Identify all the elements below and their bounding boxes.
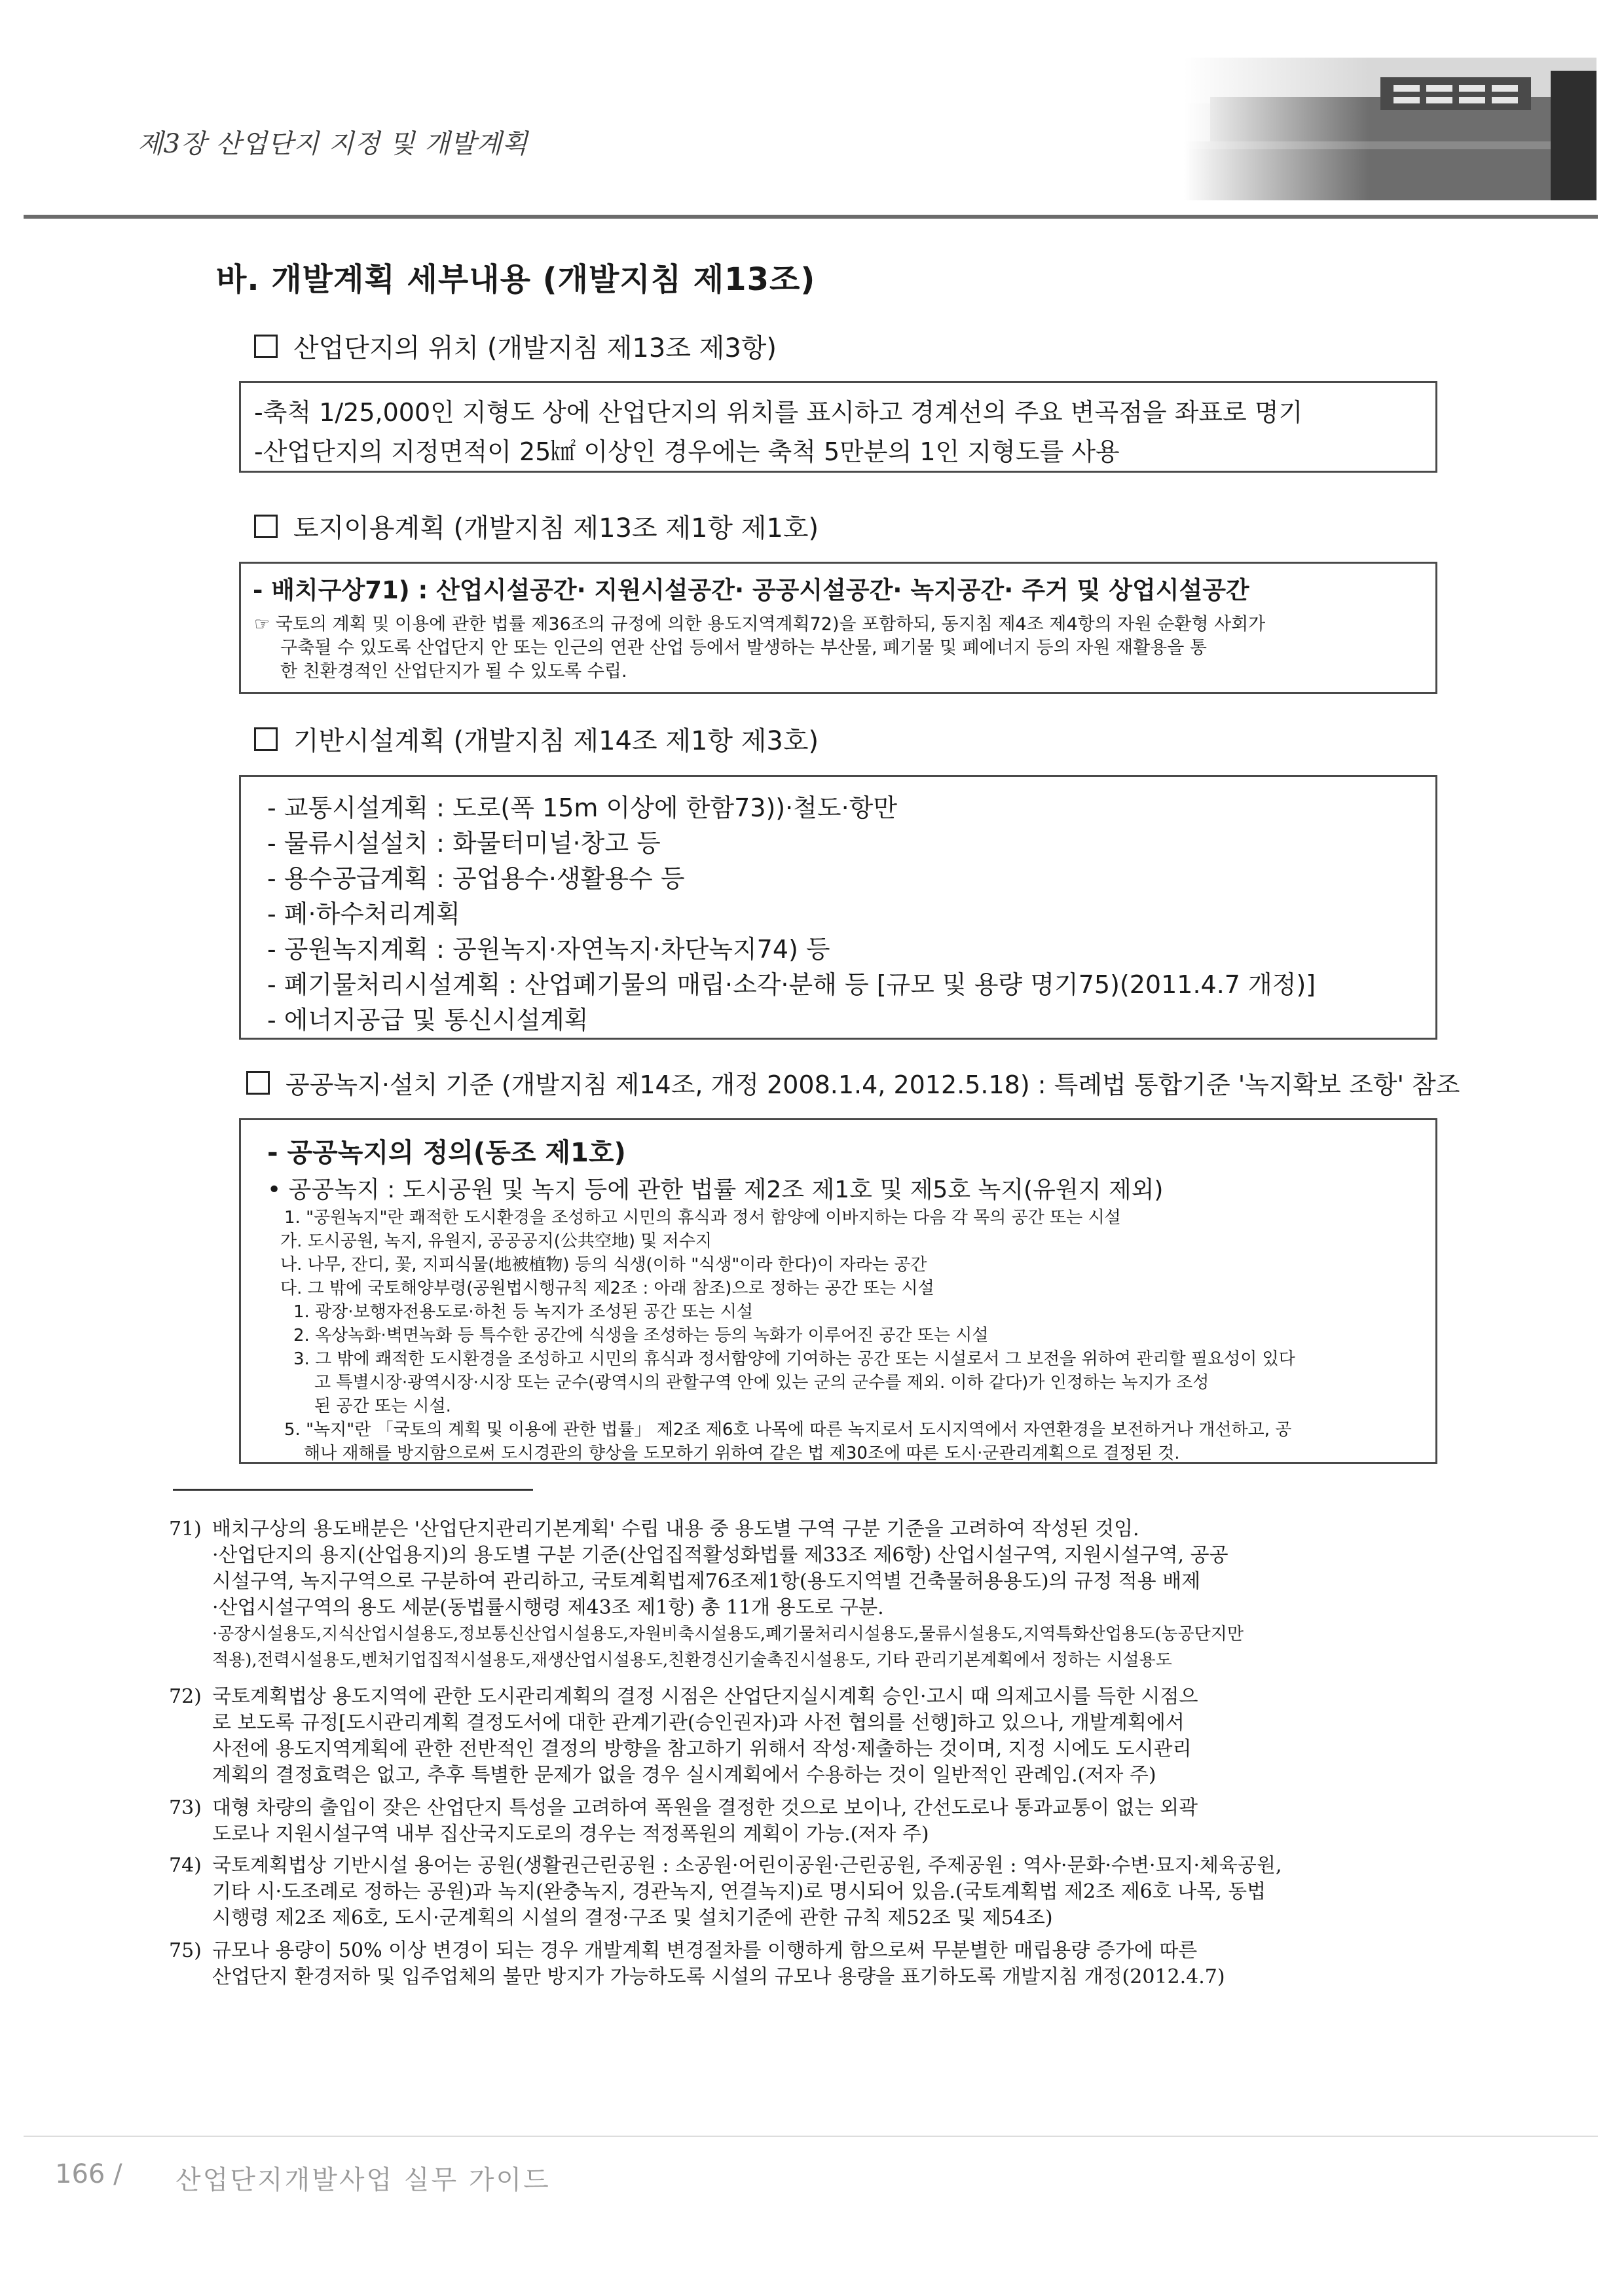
header-photo	[1184, 58, 1596, 200]
location-line: -산업단지의 지정면적이 25㎢ 이상인 경우에는 축척 5만분의 1인 지형도를 사용	[254, 437, 1120, 466]
footnote-line: 국토계획법상 기반시설 용어는 공원(생활권근린공원 : 소공원·어린이공원·근린공원, 주제공원 : 역사·문화·수변·묘지·체육공원,	[212, 1854, 1282, 1877]
subheading-location	[254, 327, 777, 365]
law-quote-line: 1. "공원녹지"란 쾌적한 도시환경을 조성하고 시민의 휴식과 정서 함양에 이바지하는 다음 각 목의 공간 또는 시설	[284, 1208, 1121, 1228]
infrastructure-box	[239, 775, 1437, 1040]
footnote-line: ·산업단지의 용지(산업용지)의 용도별 구분 기준(산업집적활성화법률 제33조 제6항) 산업시설구역, 지원시설구역, 공공	[212, 1544, 1228, 1567]
infrastructure-line: - 용수공급계획 : 공업용수·생활용수 등	[267, 864, 685, 893]
law-quote-line: 1. 광장·보행자전용도로·하천 등 녹지가 조성된 공간 또는 시설	[293, 1302, 753, 1322]
infrastructure-line: - 물류시설설치 : 화물터미널·창고 등	[267, 829, 661, 858]
footnote-line: 계획의 결정효력은 없고, 추후 특별한 문제가 없을 경우 실시계획에서 수용하는 것이 일반적인 관례임.(저자 주)	[212, 1764, 1156, 1787]
footnote-line: 시행령 제2조 제6호, 도시·군계획의 시설의 결정·구조 및 설치기준에 관한 규칙 제52조 및 제54조)	[212, 1906, 1053, 1929]
infrastructure-line: - 폐·하수처리계획	[267, 900, 460, 928]
footnote-line: 규모나 용량이 50% 이상 변경이 되는 경우 개발계획 변경절차를 이행하게 함으로써 무분별한 매립용량 증가에 따른	[212, 1939, 1198, 1962]
footnote-number: 71)	[169, 1518, 202, 1540]
law-quote-line: 가. 도시공원, 녹지, 유원지, 공공공지(公共空地) 및 저수지	[280, 1231, 712, 1251]
law-quote-line: 2. 옥상녹화·벽면녹화 등 특수한 공간에 식생을 조성하는 등의 녹화가 이루어진 공간 또는 시설	[293, 1326, 989, 1345]
law-quote-line: 5. "녹지"란 「국토의 계획 및 이용에 관한 법률」 제2조 제6호 나목에 따른 녹지로서 도시지역에서 자연환경을 보전하거나 개선하고, 공	[284, 1420, 1292, 1440]
checkbox-icon	[254, 515, 278, 538]
checkbox-icon	[254, 335, 278, 358]
footnote-number: 73)	[169, 1796, 202, 1819]
law-quote-line: 3. 그 밖에 쾌적한 도시환경을 조성하고 시민의 휴식과 정서함양에 기여하는 공간 또는 시설로서 그 보전을 위하여 관리할 필요성이 있다	[293, 1349, 1295, 1369]
header-rule	[24, 215, 1598, 219]
subheading-landuse	[254, 507, 819, 545]
infrastructure-line: - 에너지공급 및 통신시설계획	[267, 1006, 589, 1034]
footer-rule	[24, 2136, 1598, 2137]
law-quote-line: 된 공간 또는 시설.	[314, 1396, 451, 1416]
footnote-line: 기타 시·도조례로 정하는 공원)과 녹지(완충녹지, 경관녹지, 연결녹지)로 명시되어 있음.(국토계획법 제2조 제6호 나목, 동법	[212, 1880, 1266, 1903]
public-green-definition: - 공공녹지의 정의(동조 제1호)	[267, 1138, 626, 1168]
section-heading: 바. 개발계획 세부내용 (개발지침 제13조)	[216, 261, 816, 298]
page-number: 166 /	[55, 2159, 122, 2189]
infrastructure-line: - 공원녹지계획 : 공원녹지·자연녹지·차단녹지74) 등	[267, 935, 830, 964]
law-quote-line: 나. 나무, 잔디, 꽃, 지피식물(地被植物) 등의 식생(이하 "식생"이라 한다)이 자라는 공간	[280, 1255, 927, 1275]
footnote-number: 74)	[169, 1854, 202, 1877]
footnote-number: 75)	[169, 1939, 202, 1962]
footnote-line: 시설구역, 녹지구역으로 구분하여 관리하고, 국토계획법제76조제1항(용도지역별 건축물허용용도)의 규정 적용 배제	[212, 1570, 1201, 1593]
infrastructure-line: - 교통시설계획 : 도로(폭 15m 이상에 한함73))·철도·항만	[267, 793, 898, 822]
footnote-number: 72)	[169, 1685, 202, 1708]
public-green-main: • 공공녹지 : 도시공원 및 녹지 등에 관한 법률 제2조 제1호 및 제5호 녹지(유원지 제외)	[267, 1176, 1164, 1203]
footnote-line: ·공장시설용도,지식산업시설용도,정보통신산업시설용도,자원비축시설용도,폐기물처리시설용도,물류시설용도,지역특화산업용도(농공단지만	[212, 1624, 1244, 1644]
footnote-line: 적용),전력시설용도,벤처기업집적시설용도,재생산업시설용도,친환경신기술촉진시설용도, 기타 관리기본계획에서 정하는 시설용도	[212, 1650, 1172, 1670]
law-quote-line: 고 특별시장·광역시장·시장 또는 군수(광역시의 관할구역 안에 있는 군의 군수를 제외. 이하 같다)가 인정하는 녹지가 조성	[314, 1373, 1209, 1393]
chapter-title: 제3장 산업단지 지정 및 개발계획	[138, 129, 528, 159]
subheading-infrastructure	[254, 720, 819, 757]
subheading-infrastructure-text: 기반시설계획 (개발지침 제14조 제1항 제3호)	[293, 726, 819, 756]
landuse-note-line: 구축될 수 있도록 산업단지 안 또는 인근의 연관 산업 등에서 발생하는 부산물, 폐기물 및 폐에너지 등의 자원 재활용을 통	[280, 638, 1208, 658]
law-quote-line: 다. 그 밖에 국토해양부령(공원법시행규칙 제2조 : 아래 참조)으로 정하는 공간 또는 시설	[280, 1279, 934, 1298]
infrastructure-line: - 폐기물처리시설계획 : 산업폐기물의 매립·소각·분해 등 [규모 및 용량 명기75)(2011.4.7 개정)]	[267, 970, 1316, 999]
footnote-line: 대형 차량의 출입이 잦은 산업단지 특성을 고려하여 폭원을 결정한 것으로 보이나, 간선도로나 통과교통이 없는 외곽	[212, 1796, 1198, 1819]
footnote-line: 로 보도록 규정[도시관리계획 결정도서에 대한 관계기관(승인권자)과 사전 협의를 선행]하고 있으나, 개발계획에서	[212, 1711, 1185, 1734]
landuse-box	[239, 562, 1437, 694]
footnote-line: 사전에 용도지역계획에 관한 전반적인 결정의 방향을 참고하기 위해서 작성·제출하는 것이며, 지정 시에도 도시관리	[212, 1738, 1192, 1760]
footnote-rule	[173, 1489, 533, 1491]
checkbox-icon	[246, 1071, 270, 1095]
checkbox-icon	[254, 727, 278, 751]
landuse-note-line: 한 친환경적인 산업단지가 될 수 있도록 수립.	[280, 661, 627, 682]
subheading-public-green	[246, 1065, 1460, 1101]
layout-concept-line: - 배치구상71) : 산업시설공간· 지원시설공간· 공공시설공간· 녹지공간· 주거 및 상업시설공간	[253, 576, 1249, 604]
landuse-note-line: ☞ 국토의 계획 및 이용에 관한 법률 제36조의 규정에 의한 용도지역계획72)을 포함하되, 동지침 제4조 제4항의 자원 순환형 사회가	[254, 614, 1266, 634]
subheading-location-text: 산업단지의 위치 (개발지침 제13조 제3항)	[293, 333, 777, 363]
location-line: -축척 1/25,000인 지형도 상에 산업단지의 위치를 표시하고 경계선의 주요 변곡점을 좌표로 명기	[254, 398, 1303, 427]
location-box	[239, 381, 1437, 473]
header-photo-graphic	[1184, 58, 1596, 200]
footnote-line: 국토계획법상 용도지역에 관한 도시관리계획의 결정 시점은 산업단지실시계획 승인·고시 때 의제고시를 득한 시점으	[212, 1685, 1198, 1708]
footnote-line: 도로나 지원시설구역 내부 집산국지도로의 경우는 적정폭원의 계획이 가능.(저자 주)	[212, 1823, 929, 1846]
subheading-landuse-text: 토지이용계획 (개발지침 제13조 제1항 제1호)	[293, 513, 819, 543]
footnote-line: ·산업시설구역의 용도 세분(동법률시행령 제43조 제1항) 총 11개 용도로 구분.	[212, 1596, 884, 1619]
subheading-public-green-text: 공공녹지·설치 기준 (개발지침 제14조, 개정 2008.1.4, 2012.5.18) : 특례법 통합기준 '녹지확보 조항' 참조	[286, 1070, 1460, 1099]
footnote-line: 산업단지 환경저하 및 입주업체의 불만 방지가 가능하도록 시설의 규모나 용량을 표기하도록 개발지침 개정(2012.4.7)	[212, 1965, 1225, 1988]
law-quote-line: 해나 재해를 방지함으로써 도시경관의 향상을 도모하기 위하여 같은 법 제30조에 따른 도시·군관리계획으로 결정된 것.	[304, 1444, 1180, 1463]
public-green-box	[239, 1118, 1437, 1464]
book-title: 산업단지개발사업 실무 가이드	[175, 2165, 551, 2195]
footnote-line: 배치구상의 용도배분은 '산업단지관리기본계획' 수립 내용 중 용도별 구역 구분 기준을 고려하여 작성된 것임.	[212, 1518, 1139, 1540]
